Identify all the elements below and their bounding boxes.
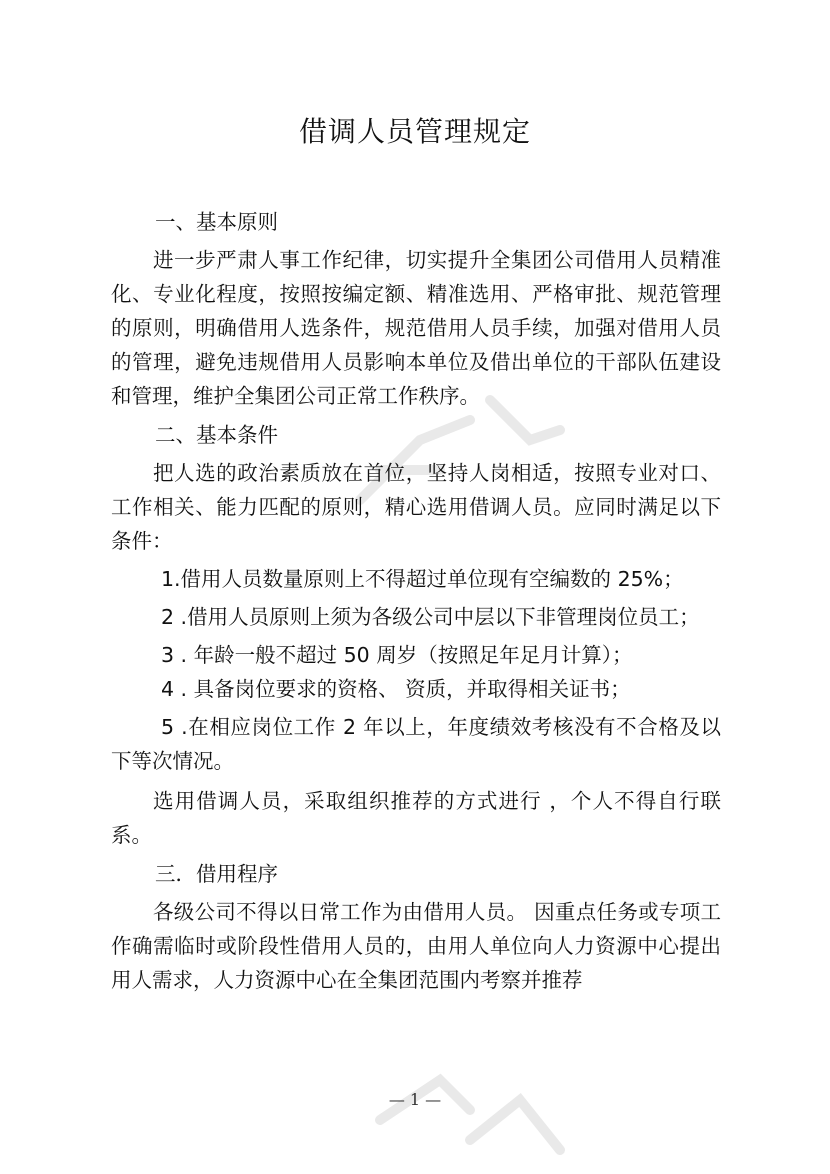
section-heading-borrowing-procedure: 三．借用程序: [155, 862, 278, 886]
condition-item-3: 3 . 年龄一般不超过 50 周岁（按照足年足月计算）；: [161, 643, 633, 667]
condition-item-5: 5 .在相应岗位工作 2 年以上，年度绩效考核没有不合格及以下等次情况。: [111, 715, 721, 773]
document-body: [111, 200, 721, 997]
paragraph-borrowing-procedure: 各级公司不得以日常工作为由借用人员。 因重点任务或专项工作确需临时或阶段性借用人员的，由用人单位向人力资源中心提出用人需求，人力资源中心在全集团范围内考察并推荐: [111, 900, 721, 992]
paragraph-conditions-intro: 把人选的政治素质放在首位，坚持人岗相适，按照专业对口、工作相关、能力匹配的原则，精心选用借调人员。应同时满足以下条件：: [111, 461, 721, 553]
condition-item-4: 4 . 具备岗位要求的资格、 资质，并取得相关证书；: [161, 677, 631, 701]
section-heading-basic-principles: 一、基本原则: [155, 210, 278, 234]
document-title: 借调人员管理规定: [298, 115, 531, 148]
paragraph-basic-principles: 进一步严肃人事工作纪律，切实提升全集团公司借用人员精准化、专业化程度，按照按编定额、精准选用、严格审批、规范管理的原则，明确借用人选条件，规范借用人员手续，加强对借用人员的管理，避免违规借用人员影响本单位及借出单位的干部队伍建设和管理，维护全集团公司正常工作秩序。: [111, 248, 721, 408]
page-number: — 1 —: [388, 1090, 442, 1109]
section-heading-basic-conditions: 二、基本条件: [155, 423, 278, 447]
paragraph-conditions-closing: 选用借调人员，采取组织推荐的方式进行 ，个人不得自行联系。: [111, 789, 721, 847]
condition-item-2: 2 .借用人员原则上须为各级公司中层以下非管理岗位员工；: [161, 605, 700, 629]
condition-item-1: 1.借用人员数量原则上不得超过单位现有空编数的 25%；: [161, 567, 684, 591]
